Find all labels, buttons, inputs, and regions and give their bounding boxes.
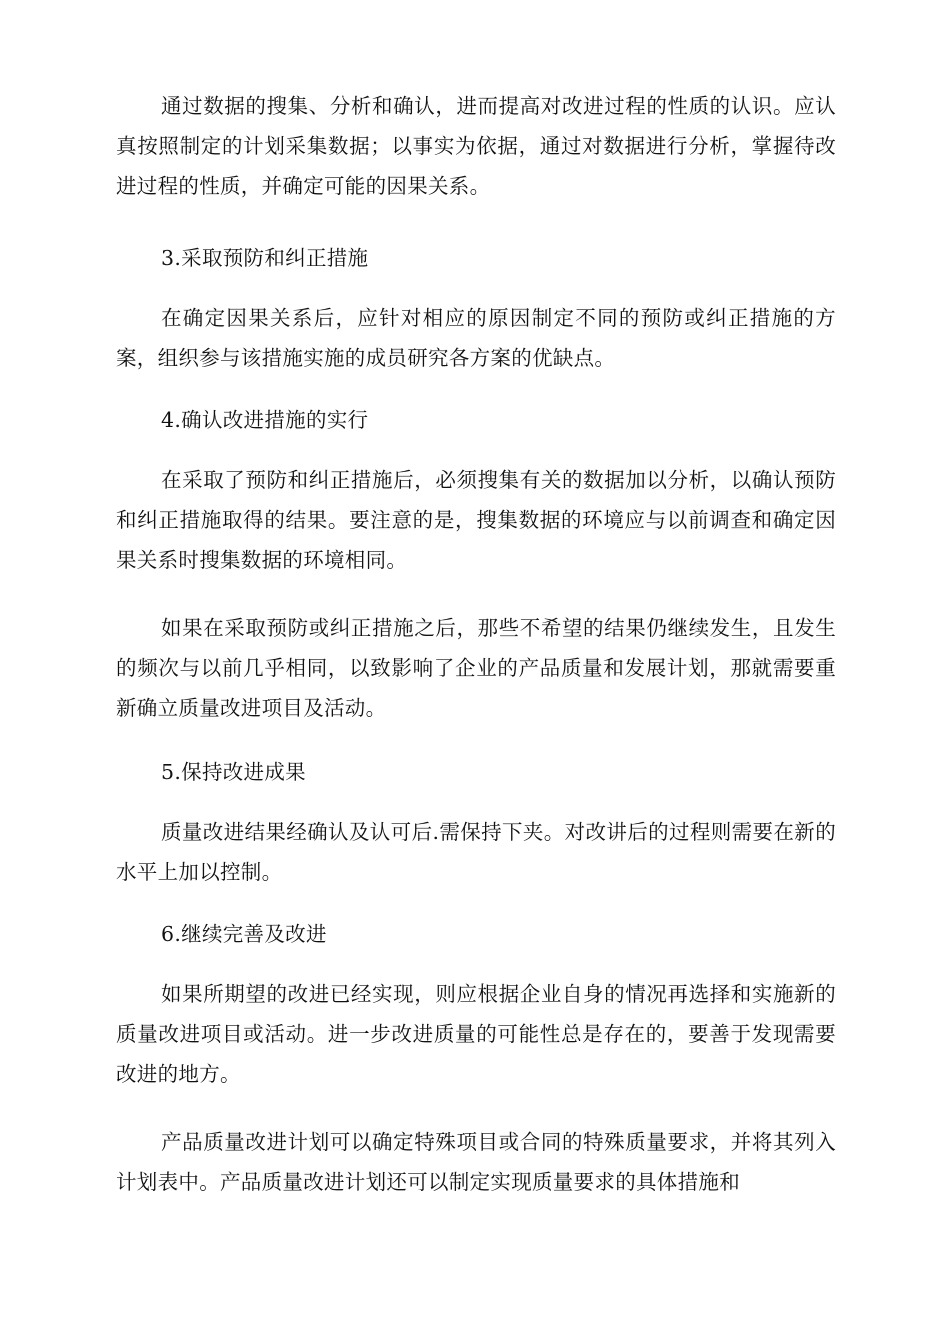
paragraph-text: 如果在采取预防或纠正措施之后，那些不希望的结果仍继续发生，且发生的频次与以前几乎相同，以致影响了企业的产品质量和发展计划，那就需要重新确立质量改进项目及活动。 bbox=[116, 616, 836, 720]
paragraph-reestablish-project bbox=[116, 608, 836, 728]
section-heading: 6.继续完善及改进 bbox=[161, 922, 327, 946]
paragraph-continue-improvement bbox=[116, 974, 836, 1094]
paragraph-text: 如果所期望的改进已经实现，则应根据企业自身的情况再选择和实施新的质量改进项目或活动。进一步改进质量的可能性总是存在的，要善于发现需要改进的地方。 bbox=[116, 982, 836, 1086]
paragraph-text: 产品质量改进计划可以确定特殊项目或合同的特殊质量要求，并将其列入计划表中。产品质量改进计划还可以制定实现质量要求的具体措施和 bbox=[116, 1130, 836, 1194]
heading-step-6 bbox=[116, 914, 836, 954]
paragraph-text: 通过数据的搜集、分析和确认，进而提高对改进过程的性质的认识。应认真按照制定的计划采集数据；以事实为依据，通过对数据进行分析，掌握待改进过程的性质，并确定可能的因果关系。 bbox=[116, 94, 836, 198]
paragraph-text: 质量改进结果经确认及认可后.需保持下夹。对改讲后的过程则需要在新的水平上加以控制。 bbox=[116, 820, 836, 884]
section-heading: 3.采取预防和纠正措施 bbox=[161, 246, 369, 270]
section-heading: 4.确认改进措施的实行 bbox=[161, 408, 369, 432]
paragraph-quality-plan bbox=[116, 1122, 836, 1202]
paragraph-preventive-measures bbox=[116, 298, 836, 378]
paragraph-data-collection bbox=[116, 86, 836, 206]
heading-step-5 bbox=[116, 752, 836, 792]
heading-step-3 bbox=[116, 238, 836, 278]
paragraph-text: 在采取了预防和纠正措施后，必须搜集有关的数据加以分析，以确认预防和纠正措施取得的结果。要注意的是，搜集数据的环境应与以前调查和确定因果关系时搜集数据的环境相同。 bbox=[116, 468, 836, 572]
paragraph-maintain-results bbox=[116, 812, 836, 892]
paragraph-text: 在确定因果关系后，应针对相应的原因制定不同的预防或纠正措施的方案，组织参与该措施实施的成员研究各方案的优缺点。 bbox=[116, 306, 836, 370]
paragraph-confirm-results bbox=[116, 460, 836, 580]
heading-step-4 bbox=[116, 400, 836, 440]
section-heading: 5.保持改进成果 bbox=[161, 760, 306, 784]
